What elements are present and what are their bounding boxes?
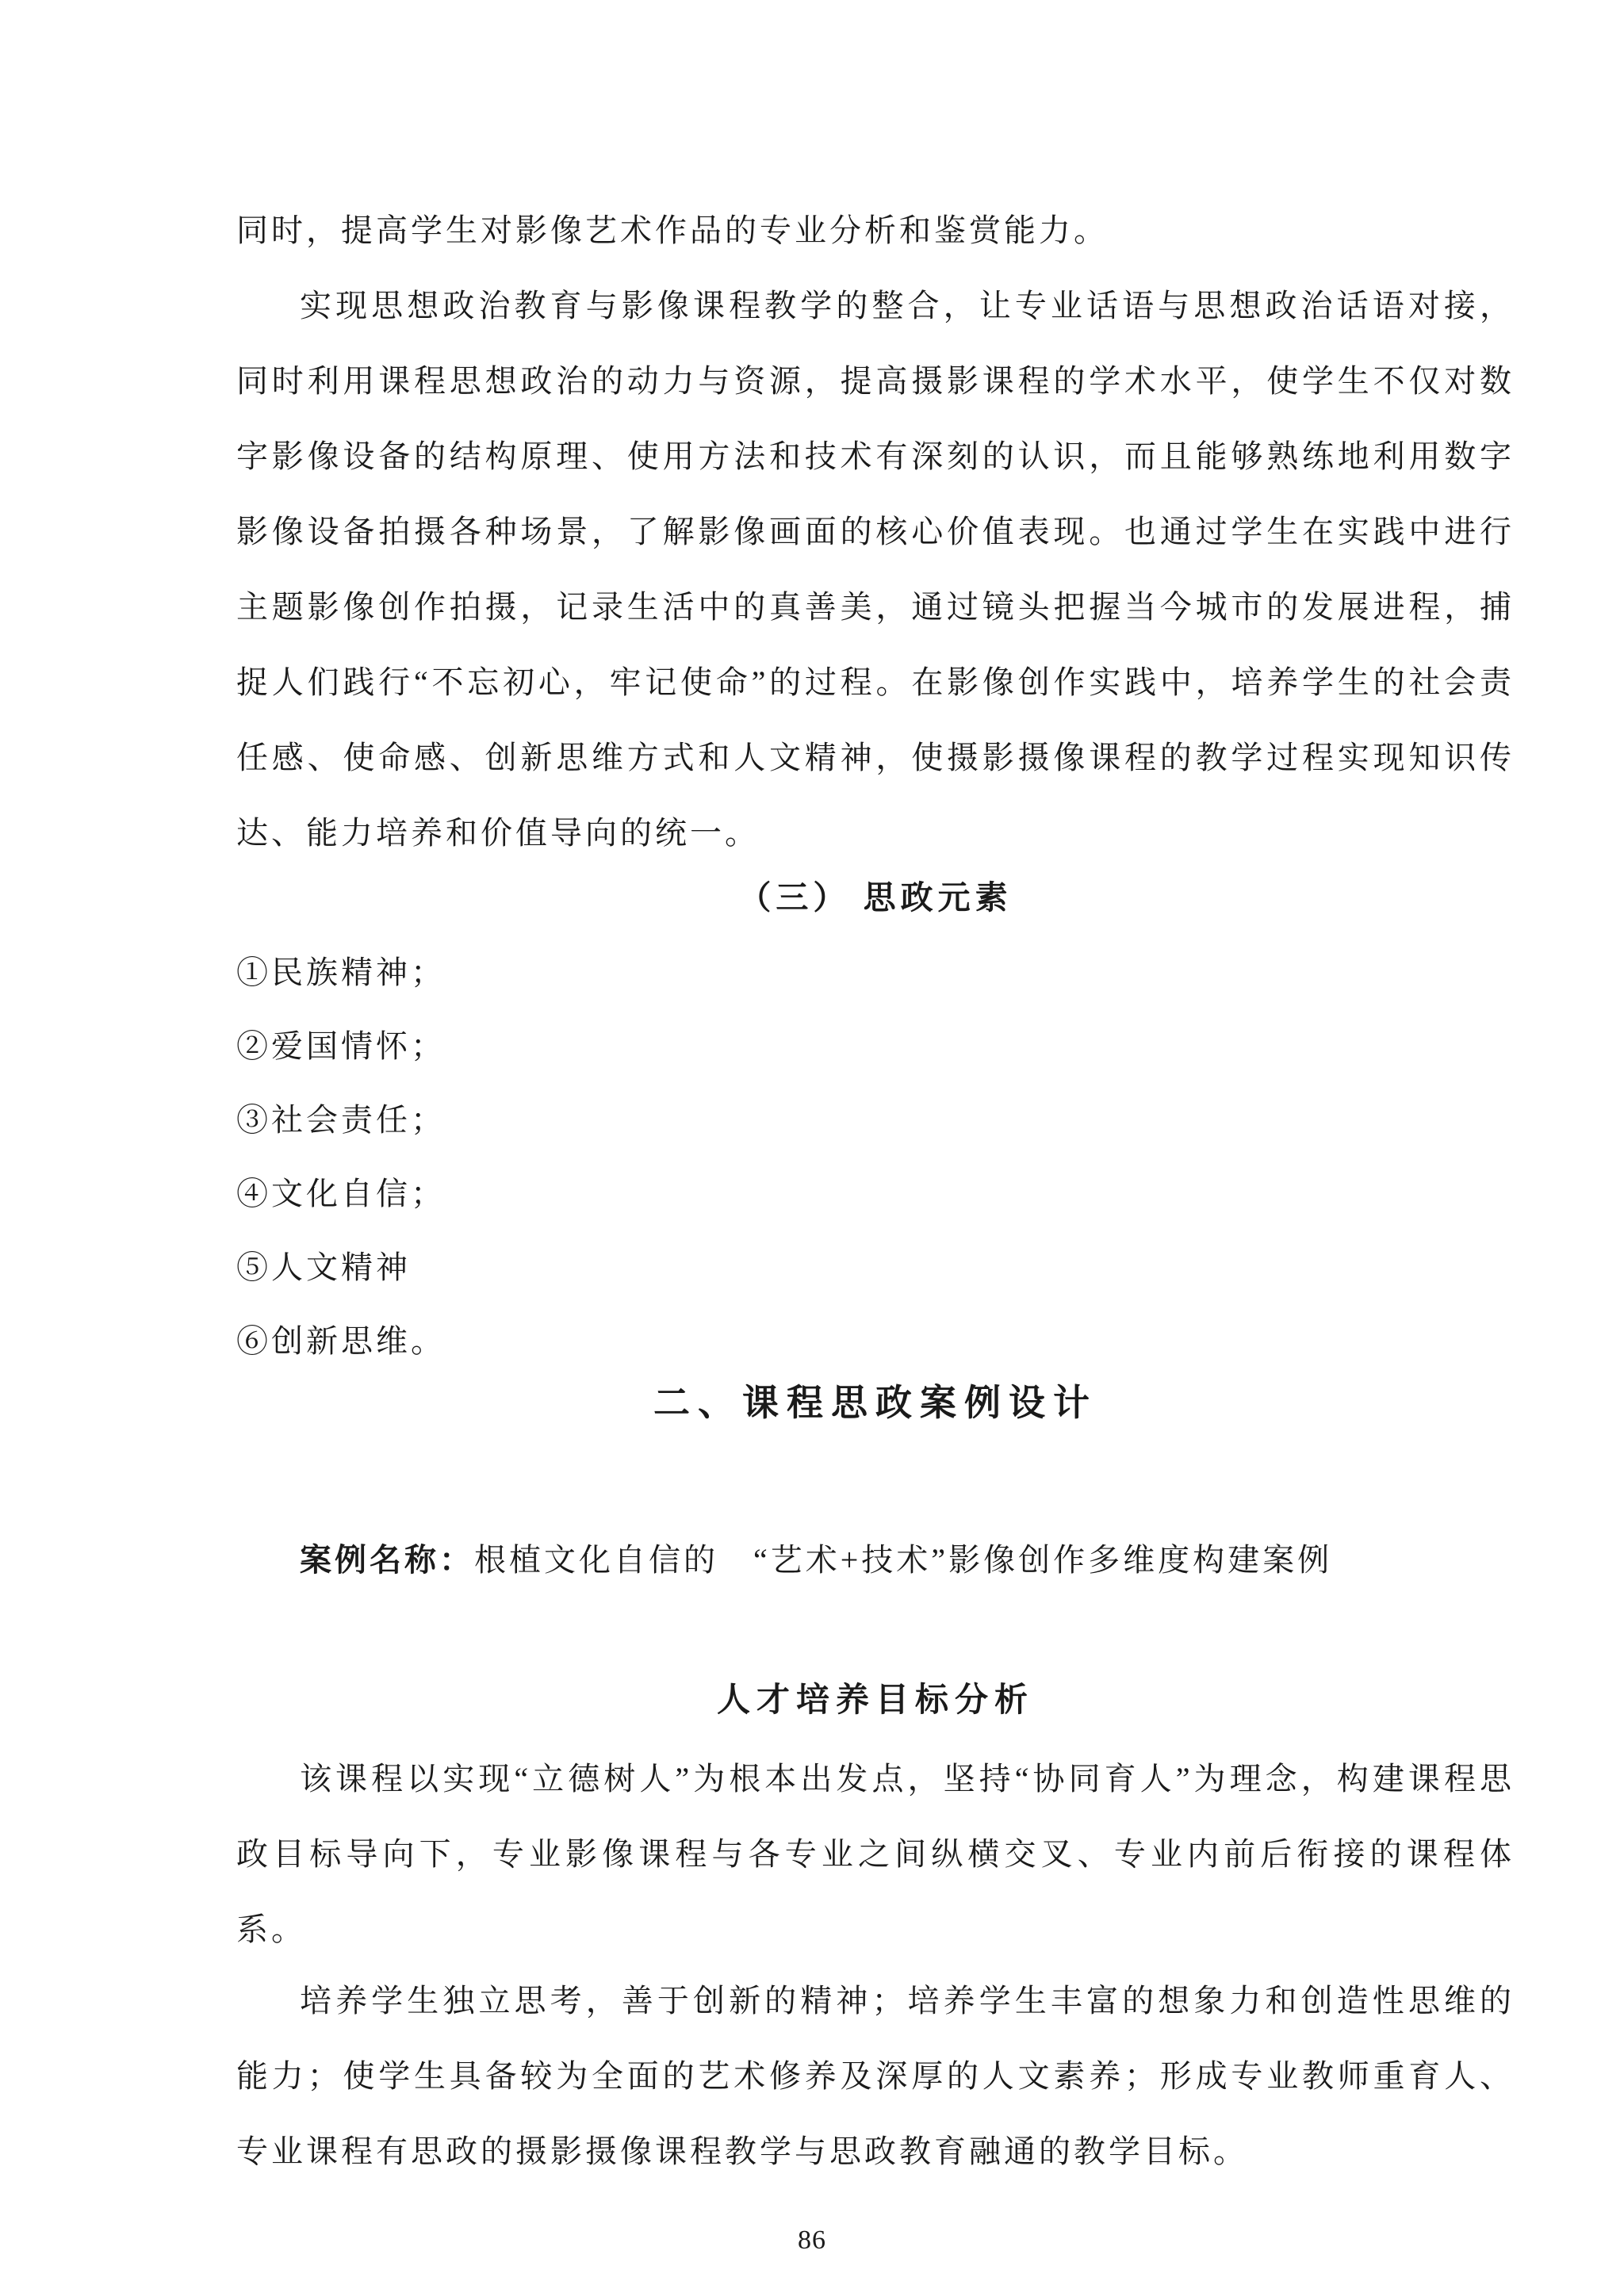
case-name-line [236,1522,1515,1598]
case-name-label: 案例名称： [300,1542,474,1578]
case-name-value: 根植文化自信的 “艺术+技术”影像创作多维度构建案例 [474,1542,1333,1578]
paragraph-appreciation-continuation: 同时，提高学生对影像艺术作品的专业分析和鉴赏能力。 [236,212,1109,248]
paragraph-talent-goal-1: 该课程以实现“立德树人”为根本出发点，坚持“协同育人”为理念，构建课程思政目标导向下，专业影像课程与各专业之间纵横交叉、专业内前后衔接的课程体系。 [236,1761,1515,1947]
list-item-innovative-thinking: ⑥创新思维。 [236,1323,446,1359]
paragraph-talent-goal-2: 培养学生独立思考，善于创新的精神；培养学生丰富的想象力和创造性思维的能力；使学生具备较为全面的艺术修养及深厚的人文素养；形成专业教师重育人、专业课程有思政的摄影摄像课程教学与思政教育融通的教学目标。 [236,1983,1515,2169]
list-item-patriotism: ②爱国情怀； [236,1028,446,1064]
section-heading-case-design: 二、课程思政案例设计 [653,1383,1097,1423]
page-number: 86 [798,2225,826,2255]
list-item-humanistic-spirit: ⑤人文精神 [236,1249,411,1285]
paragraph-ideology-integration: 实现思想政治教育与影像课程教学的整合，让专业话语与思想政治话语对接，同时利用课程思想政治的动力与资源，提高摄影课程的学术水平，使学生不仅对数字影像设备的结构原理、使用方法和技术有深刻的认识，而且能够熟练地利用数字影像设备拍摄各种场景，了解影像画面的核心价值表现。也通过学生在实践中进行主题影像创作拍摄，记录生活中的真善美，通过镜头把握当今城市的发展进程，捕捉人们践行“不忘初心，牢记使命”的过程。在影像创作实践中，培养学生的社会责任感、使命感、创新思维方式和人文精神，使摄影摄像课程的教学过程实现知识传达、能力培养和价值导向的统一。 [236,288,1515,851]
list-item-cultural-confidence: ④文化自信； [236,1176,446,1211]
section-heading-talent-goal-analysis: 人才培养目标分析 [716,1682,1034,1719]
section-heading-ideology-elements: （三） 思政元素 [738,879,1013,916]
list-item-national-spirit: ①民族精神； [236,955,446,990]
list-item-social-responsibility: ③社会责任； [236,1102,446,1138]
elements-list [236,936,1515,1378]
